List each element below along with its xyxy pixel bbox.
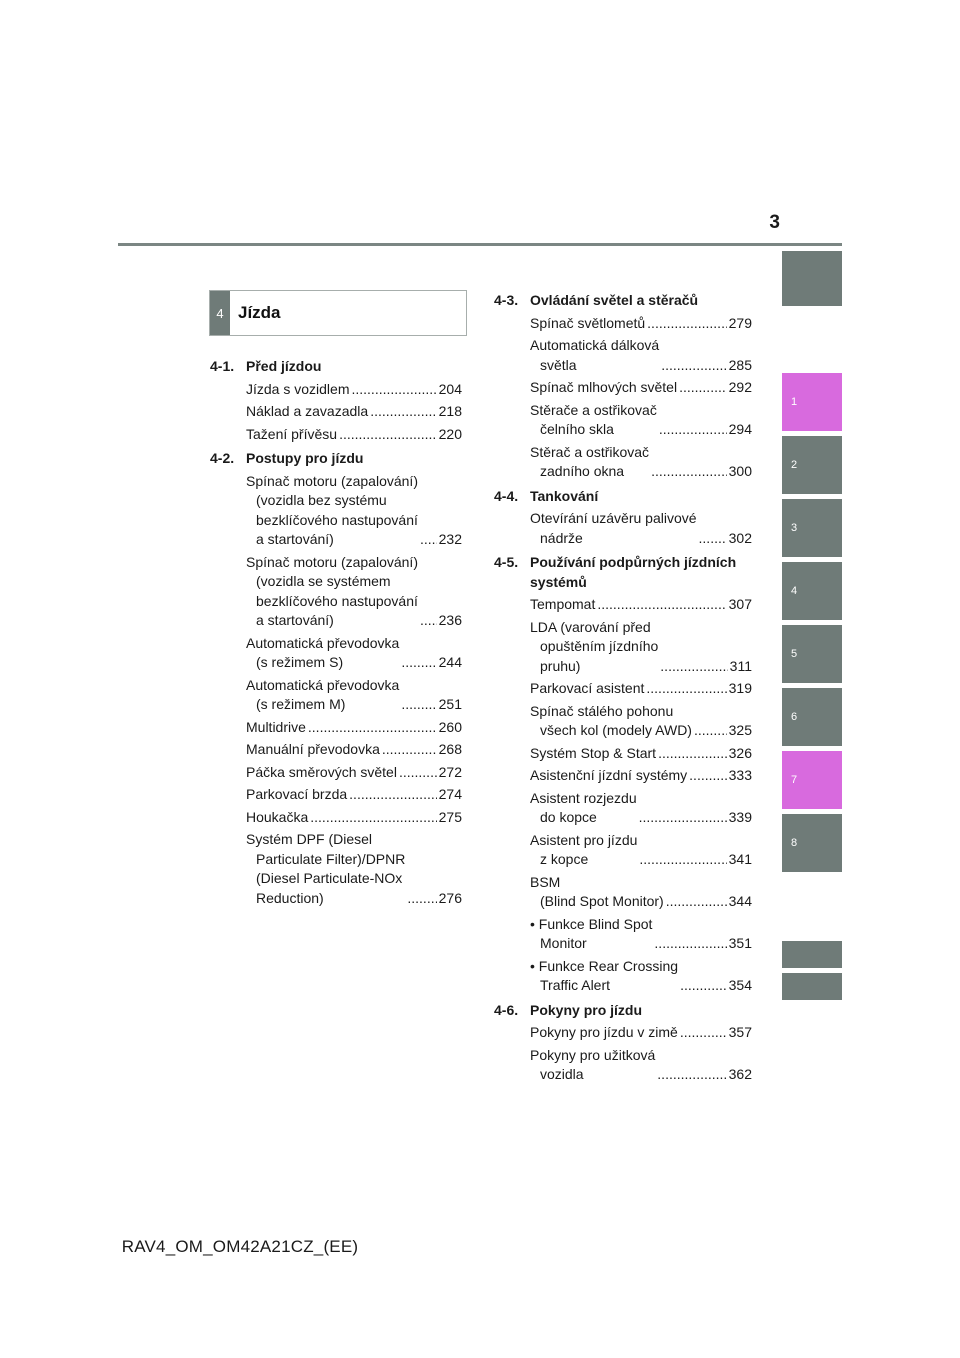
toc-entry[interactable] — [246, 380, 462, 400]
toc-entry-label: Manuální převodovka — [246, 741, 380, 757]
chapter-tab-3[interactable]: 3 — [782, 499, 842, 557]
toc-group-heading — [210, 449, 462, 469]
toc-page-number: 279 — [728, 314, 752, 331]
group-number: 4-2. — [210, 450, 235, 466]
dot-leader — [639, 808, 727, 828]
dot-leader — [646, 679, 726, 699]
toc-page-number: 275 — [438, 808, 462, 825]
group-number: 4-4. — [494, 487, 519, 504]
chapter-tab-7[interactable]: 7 — [782, 751, 842, 809]
toc-entry[interactable] — [246, 785, 462, 805]
dot-leader — [657, 1065, 726, 1085]
dot-leader — [351, 380, 436, 400]
toc-entry-label: Spínač motoru (zapalování) (vozidla bez systému bezklíčového nastupování a startování) — [246, 472, 418, 547]
dot-leader — [349, 785, 436, 805]
toc-page-number: 339 — [728, 809, 752, 825]
toc-page-number: 333 — [728, 767, 752, 783]
dot-leader — [659, 420, 727, 440]
toc-page-number: 285 — [728, 356, 752, 373]
toc-group-heading — [210, 357, 462, 377]
toc-entry[interactable] — [530, 702, 752, 741]
toc-entry-label: • Funkce Blind Spot Monitor — [530, 915, 653, 951]
toc-entry[interactable] — [246, 830, 462, 908]
toc-entry[interactable] — [530, 1046, 752, 1085]
group-title: Pokyny pro jízdu — [530, 1001, 643, 1018]
dot-leader — [639, 850, 726, 870]
toc-entry-label: Houkačka — [246, 808, 309, 825]
dot-leader — [339, 425, 437, 445]
dot-leader — [654, 934, 726, 954]
toc-entry[interactable] — [246, 718, 462, 738]
dot-leader — [308, 718, 437, 738]
toc-page-number: 236 — [438, 612, 462, 628]
toc-group-heading — [494, 553, 752, 592]
chapter-tab-8[interactable]: 8 — [782, 814, 842, 872]
chapter-tab-2[interactable]: 2 — [782, 436, 842, 494]
toc-entry-label: Spínač mlhových světel — [530, 379, 678, 395]
toc-entry[interactable] — [530, 679, 752, 699]
toc-entry[interactable] — [530, 443, 752, 482]
toc-group-heading — [494, 291, 752, 311]
group-title: Před jízdou — [246, 358, 322, 374]
toc-page-number: 354 — [728, 977, 752, 993]
group-title: Používání podpůrných jízdních systémů — [530, 554, 737, 590]
toc-entry-label: Asistent pro jízdu z kopce — [530, 831, 638, 867]
toc-page-number: 311 — [729, 657, 752, 674]
toc-entry-label: Parkovací asistent — [530, 680, 645, 696]
chapter-tab-blank-10[interactable] — [782, 973, 842, 1000]
toc-entry-label: Automatická převodovka (s režimem S) — [246, 634, 400, 670]
toc-entry-label: Spínač světlometů — [530, 314, 646, 331]
toc-page-number: 325 — [728, 722, 752, 738]
toc-entry-label: BSM (Blind Spot Monitor) — [530, 873, 664, 909]
toc-entry-label: Spínač motoru (zapalování) (vozidla se systémem bezklíčového nastupování a startování) — [246, 553, 418, 628]
dot-leader — [310, 808, 436, 828]
toc-page-number: 294 — [728, 421, 752, 437]
dot-leader — [370, 402, 436, 422]
dot-leader — [666, 892, 727, 912]
dot-leader — [680, 1023, 727, 1043]
toc-page-number: 276 — [438, 889, 462, 906]
toc-entry-label: Jízda s vozidlem — [246, 380, 350, 397]
toc-entry[interactable] — [530, 595, 752, 615]
toc-entry[interactable] — [530, 378, 752, 398]
group-number: 4-1. — [210, 358, 235, 374]
toc-entry-label: Asistent rozjezdu do kopce — [530, 789, 637, 825]
toc-page-number: 232 — [438, 531, 462, 547]
toc-page-number: 341 — [728, 851, 752, 867]
dot-leader — [420, 530, 437, 550]
toc-entry[interactable] — [246, 740, 462, 760]
toc-entry[interactable] — [246, 763, 462, 783]
toc-page-number: 272 — [438, 763, 462, 780]
dot-leader — [699, 529, 727, 549]
group-title: Postupy pro jízdu — [246, 450, 364, 466]
chapter-tab-blank-9[interactable] — [782, 941, 842, 968]
section-number: 4 — [210, 291, 230, 335]
header-rule — [118, 243, 842, 246]
toc-entry[interactable] — [530, 831, 752, 870]
toc-page-number: 218 — [438, 403, 462, 419]
group-title: Ovládání světel a stěračů — [530, 292, 699, 308]
toc-page-number: 319 — [728, 680, 752, 696]
group-number: 4-6. — [494, 1001, 519, 1018]
toc-entry-label: Tažení přívěsu — [246, 425, 338, 442]
toc-entry-label: LDA (varování před opuštěním jízdního pruhu) — [530, 618, 659, 674]
toc-page-number: 302 — [728, 529, 752, 546]
toc-entry[interactable] — [246, 425, 462, 445]
toc-entry-label: Tempomat — [530, 596, 596, 612]
toc-page-number: 351 — [728, 935, 752, 951]
chapter-tab-blank-0[interactable] — [782, 251, 842, 306]
toc-entry-label: Otevírání uzávěru palivové nádrže — [530, 510, 697, 546]
chapter-tab-6[interactable]: 6 — [782, 688, 842, 746]
toc-entry-label: Automatická převodovka (s režimem M) — [246, 676, 400, 712]
toc-entry-label: Stěrač a ostřikovač zadního okna — [530, 443, 650, 479]
dot-leader — [401, 695, 436, 715]
toc-entry[interactable] — [530, 401, 752, 440]
toc-page-number: 274 — [438, 786, 462, 802]
toc-entry[interactable] — [530, 336, 752, 375]
toc-page-number: 260 — [438, 718, 462, 735]
toc-entry[interactable] — [246, 402, 462, 422]
toc-page-number: 268 — [438, 741, 462, 757]
toc-entry[interactable] — [246, 634, 462, 673]
dot-leader — [661, 356, 726, 376]
page-number: 3 — [769, 212, 780, 233]
toc-entry[interactable] — [530, 873, 752, 912]
toc-entry[interactable] — [530, 618, 752, 677]
group-number: 4-5. — [494, 554, 519, 570]
toc-page-number: 307 — [728, 596, 752, 612]
toc-entry[interactable] — [530, 915, 752, 954]
chapter-tab-4[interactable]: 4 — [782, 562, 842, 620]
toc-entry-label: Stěrače a ostřikovač čelního skla — [530, 401, 657, 437]
toc-entry-label: Automatická dálková světla — [530, 337, 660, 373]
toc-entry[interactable] — [246, 553, 462, 631]
group-title: Tankování — [530, 487, 599, 504]
toc-entry-label: Multidrive — [246, 718, 306, 735]
toc-entry-label: Pokyny pro užitková vozidla — [530, 1046, 656, 1082]
toc-page-number: 251 — [438, 696, 462, 712]
toc-page-number: 326 — [728, 744, 752, 761]
dot-leader — [658, 744, 727, 764]
section-title: Jízda — [238, 303, 281, 322]
chapter-tab-1[interactable]: 1 — [782, 373, 842, 431]
dot-leader — [407, 889, 436, 909]
toc-entry[interactable] — [530, 789, 752, 828]
dot-leader — [694, 721, 727, 741]
toc-entry[interactable] — [530, 509, 752, 548]
dot-leader — [689, 766, 726, 786]
toc-entry-label: Páčka směrových světel — [246, 763, 397, 780]
toc-entry-label: • Funkce Rear Crossing Traffic Alert — [530, 957, 679, 993]
dot-leader — [651, 462, 727, 482]
chapter-tab-5[interactable]: 5 — [782, 625, 842, 683]
group-number: 4-3. — [494, 292, 519, 308]
toc-entry-label: Pokyny pro jízdu v zimě — [530, 1024, 678, 1040]
toc-entry-label: Náklad a zavazadla — [246, 403, 369, 419]
toc-page-number: 220 — [438, 425, 462, 442]
dot-leader — [680, 976, 727, 996]
toc-entry[interactable] — [246, 676, 462, 715]
toc-page-number: 244 — [438, 654, 462, 670]
toc-entry[interactable] — [530, 957, 752, 996]
dot-leader — [597, 595, 726, 615]
toc-page-number: 292 — [728, 379, 752, 395]
toc-entry[interactable] — [246, 808, 462, 828]
toc-entry[interactable] — [530, 1023, 752, 1043]
toc-page-number: 357 — [728, 1024, 752, 1040]
toc-column-left — [210, 352, 462, 908]
toc-entry[interactable] — [530, 766, 752, 786]
toc-page-number: 204 — [438, 380, 462, 397]
dot-leader — [401, 653, 436, 673]
toc-group-heading — [494, 1001, 752, 1021]
toc-page-number: 344 — [728, 893, 752, 909]
toc-group-heading — [494, 487, 752, 507]
toc-entry[interactable] — [530, 314, 752, 334]
dot-leader — [647, 314, 726, 334]
toc-page-number: 362 — [728, 1066, 752, 1082]
toc-entry-label: Parkovací brzda — [246, 786, 348, 802]
toc-entry[interactable] — [246, 472, 462, 550]
toc-entry-label: Systém DPF (Diesel Particulate Filter)/DPNR (Diesel Particulate-NOx Reduction) — [246, 831, 406, 906]
section-header — [209, 290, 467, 336]
toc-entry-label: Spínač stálého pohonu všech kol (modely AWD) — [530, 702, 692, 738]
toc-column-right — [494, 286, 752, 1085]
dot-leader — [679, 378, 727, 398]
dot-leader — [660, 657, 727, 677]
toc-entry[interactable] — [530, 744, 752, 764]
toc-entry-label: Asistenční jízdní systémy — [530, 767, 688, 783]
document-code: RAV4_OM_OM42A21CZ_(EE) — [121, 1237, 359, 1256]
toc-page-number: 300 — [728, 463, 752, 479]
dot-leader — [420, 611, 437, 631]
dot-leader — [382, 740, 437, 760]
dot-leader — [399, 763, 437, 783]
toc-entry-label: Systém Stop & Start — [530, 744, 657, 761]
